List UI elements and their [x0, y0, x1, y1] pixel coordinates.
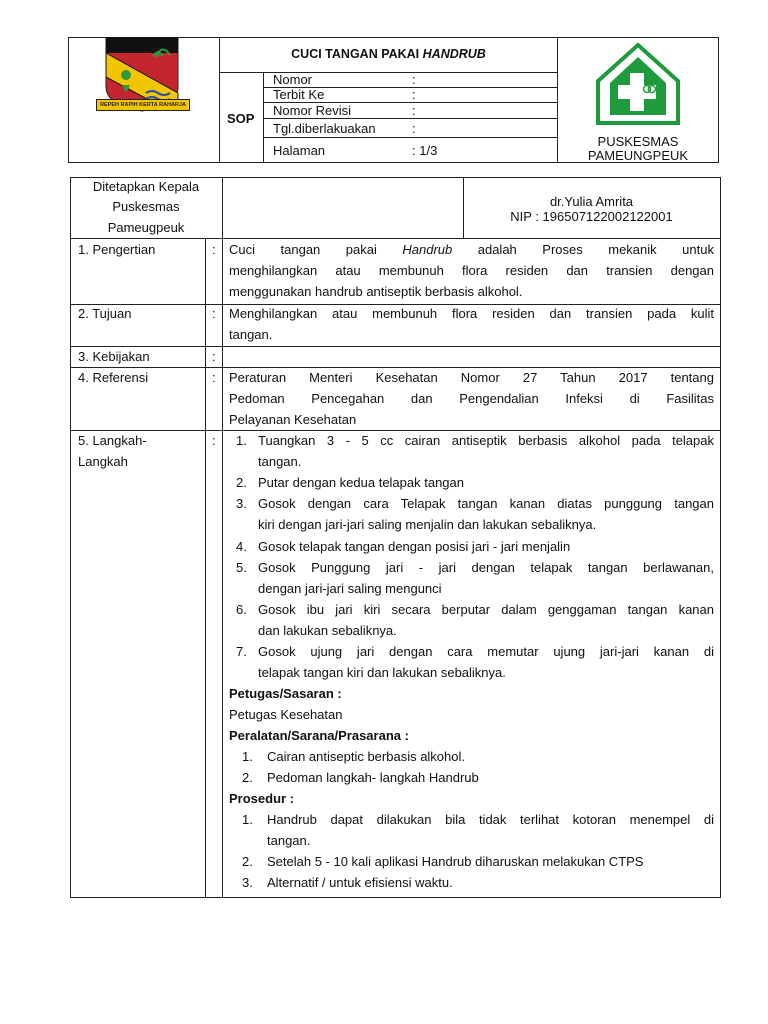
tujuan-label: 2. Tujuan	[78, 306, 132, 321]
sop-label: SOP	[227, 111, 255, 126]
pengertian-w2: tangan	[280, 242, 321, 257]
pengertian-w5: adalah	[477, 242, 517, 257]
peralatan-1-text: Cairan antiseptic berbasis alkohol.	[267, 749, 465, 764]
meta-nomor-sep: :	[412, 72, 416, 87]
org-name-line1: PUSKESMAS	[597, 134, 679, 149]
sop-title-emph: HANDRUB	[422, 47, 486, 61]
step-6-line2: dan lakukan sebaliknya.	[258, 623, 397, 638]
prosedur-1-line1: Handrub dapat dilakukan bila tidak terlihat kotoran menempel di	[267, 812, 714, 827]
pengertian-w8: untuk	[682, 242, 714, 257]
approval-line2: Puskesmas	[112, 199, 180, 214]
meta-halaman-label: Halaman	[273, 143, 326, 158]
peralatan-1-num: 1.	[242, 749, 253, 764]
meta-nomor-label: Nomor	[273, 72, 313, 87]
step-7-num: 7.	[236, 644, 247, 659]
district-banner: REPEH RAPIH KERTA RAHARJA	[96, 99, 190, 111]
step-2-line1: Putar dengan kedua telapak tangan	[258, 475, 465, 490]
prosedur-heading: Prosedur :	[229, 791, 295, 806]
pengertian-line1	[229, 242, 714, 257]
pengertian-line2: menghilangkan atau membunuh flora residen dan transien dengan	[229, 263, 714, 278]
pengertian-w3: pakai	[345, 242, 377, 257]
meta-revisi-label: Nomor Revisi	[273, 103, 352, 118]
step-3-num: 3.	[236, 496, 247, 511]
referensi-line3: Pelayanan Kesehatan	[229, 412, 357, 427]
petugas-heading: Petugas/Sasaran :	[229, 686, 342, 701]
approval-line3: Pameugpeuk	[107, 220, 185, 235]
tujuan-line2: tangan.	[229, 327, 273, 342]
prosedur-1-line2: tangan.	[267, 833, 311, 848]
sop-title-prefix: CUCI TANGAN PAKAI	[291, 47, 423, 61]
step-3-line1: Gosok dengan cara Telapak tangan kanan diatas punggung tangan	[258, 496, 714, 511]
prosedur-3-num: 3.	[242, 875, 253, 890]
referensi-colon: :	[212, 370, 216, 385]
meta-halaman-sep: :	[412, 143, 416, 158]
pengertian-line3: menggunakan handrub antiseptik berbasis alkohol.	[229, 284, 523, 299]
kebijakan-colon: :	[212, 349, 216, 364]
district-crest-logo	[92, 37, 192, 117]
peralatan-heading: Peralatan/Sarana/Prasarana :	[229, 728, 409, 743]
meta-tgl-label: Tgl.diberlakuakan	[273, 121, 376, 136]
referensi-line2: Pedoman Pencegahan dan Pengendalian Infeksi di Fasilitas	[229, 391, 714, 406]
step-5-num: 5.	[236, 560, 247, 575]
step-1-line2: tangan.	[258, 454, 302, 469]
org-name-line2: PAMEUNGPEUK	[587, 148, 689, 163]
meta-revisi-sep: :	[412, 103, 416, 118]
prosedur-2-line1: Setelah 5 - 10 kali aplikasi Handrub diharuskan melakukan CTPS	[267, 854, 644, 869]
pengertian-w6: Proses	[542, 242, 583, 257]
tujuan-line1: Menghilangkan atau membunuh flora residen dan transien pada kulit	[229, 306, 714, 321]
approver-nip: NIP : 196507122002122001	[510, 209, 673, 224]
kebijakan-label: 3. Kebijakan	[78, 349, 150, 364]
meta-halaman-num: 1/3	[419, 143, 438, 158]
meta-tgl-sep: :	[412, 121, 416, 136]
prosedur-1-num: 1.	[242, 812, 253, 827]
petugas-value: Petugas Kesehatan	[229, 707, 343, 722]
pengertian-w1: Cuci	[229, 242, 256, 257]
sop-title	[219, 47, 558, 62]
step-3-line2: kiri dengan jari-jari saling menjalin dan lakukan sebaliknya.	[258, 517, 597, 532]
peralatan-2-text: Pedoman langkah- langkah Handrub	[267, 770, 479, 785]
meta-terbit-sep: :	[412, 87, 416, 102]
step-7-line1: Gosok ujung jari dengan cara memutar ujung jari-jari kanan di	[258, 644, 714, 659]
referensi-label: 4. Referensi	[78, 370, 149, 385]
meta-halaman-value	[412, 143, 437, 158]
meta-terbit-label: Terbit Ke	[273, 87, 325, 102]
langkah-label-2: Langkah	[78, 454, 128, 469]
step-5-line1: Gosok Punggung jari - jari dengan telapak tangan berlawanan,	[258, 560, 714, 575]
step-5-line2: dengan jari-jari saling mengunci	[258, 581, 442, 596]
step-6-line1: Gosok ibu jari kiri secara berputar dalam genggaman tangan kanan	[258, 602, 714, 617]
approval-line1: Ditetapkan Kepala	[92, 179, 200, 194]
prosedur-3-line1: Alternatif / untuk efisiensi waktu.	[267, 875, 453, 890]
step-1-line1: Tuangkan 3 - 5 cc cairan antiseptik berbasis alkohol pada telapak	[258, 433, 714, 448]
referensi-line1: Peraturan Menteri Kesehatan Nomor 27 Tahun 2017 tentang	[229, 370, 714, 385]
peralatan-2-num: 2.	[242, 770, 253, 785]
prosedur-2-num: 2.	[242, 854, 253, 869]
tujuan-colon: :	[212, 306, 216, 321]
langkah-colon: :	[212, 433, 216, 448]
step-7-line2: telapak tangan kiri dan lakukan sebaliknya.	[258, 665, 506, 680]
pengertian-w7: mekanik	[608, 242, 657, 257]
puskesmas-logo	[596, 43, 680, 125]
pengertian-colon: :	[212, 242, 216, 257]
approver-name: dr.Yulia Amrita	[549, 194, 634, 209]
pengertian-label: 1. Pengertian	[78, 242, 156, 257]
step-4-line1: Gosok telapak tangan dengan posisi jari - jari menjalin	[258, 539, 571, 554]
step-6-num: 6.	[236, 602, 247, 617]
step-1-num: 1.	[236, 433, 247, 448]
pengertian-w4: Handrub	[402, 242, 453, 257]
langkah-label-1: 5. Langkah-	[78, 433, 147, 448]
step-2-num: 2.	[236, 475, 247, 490]
step-4-num: 4.	[236, 539, 247, 554]
